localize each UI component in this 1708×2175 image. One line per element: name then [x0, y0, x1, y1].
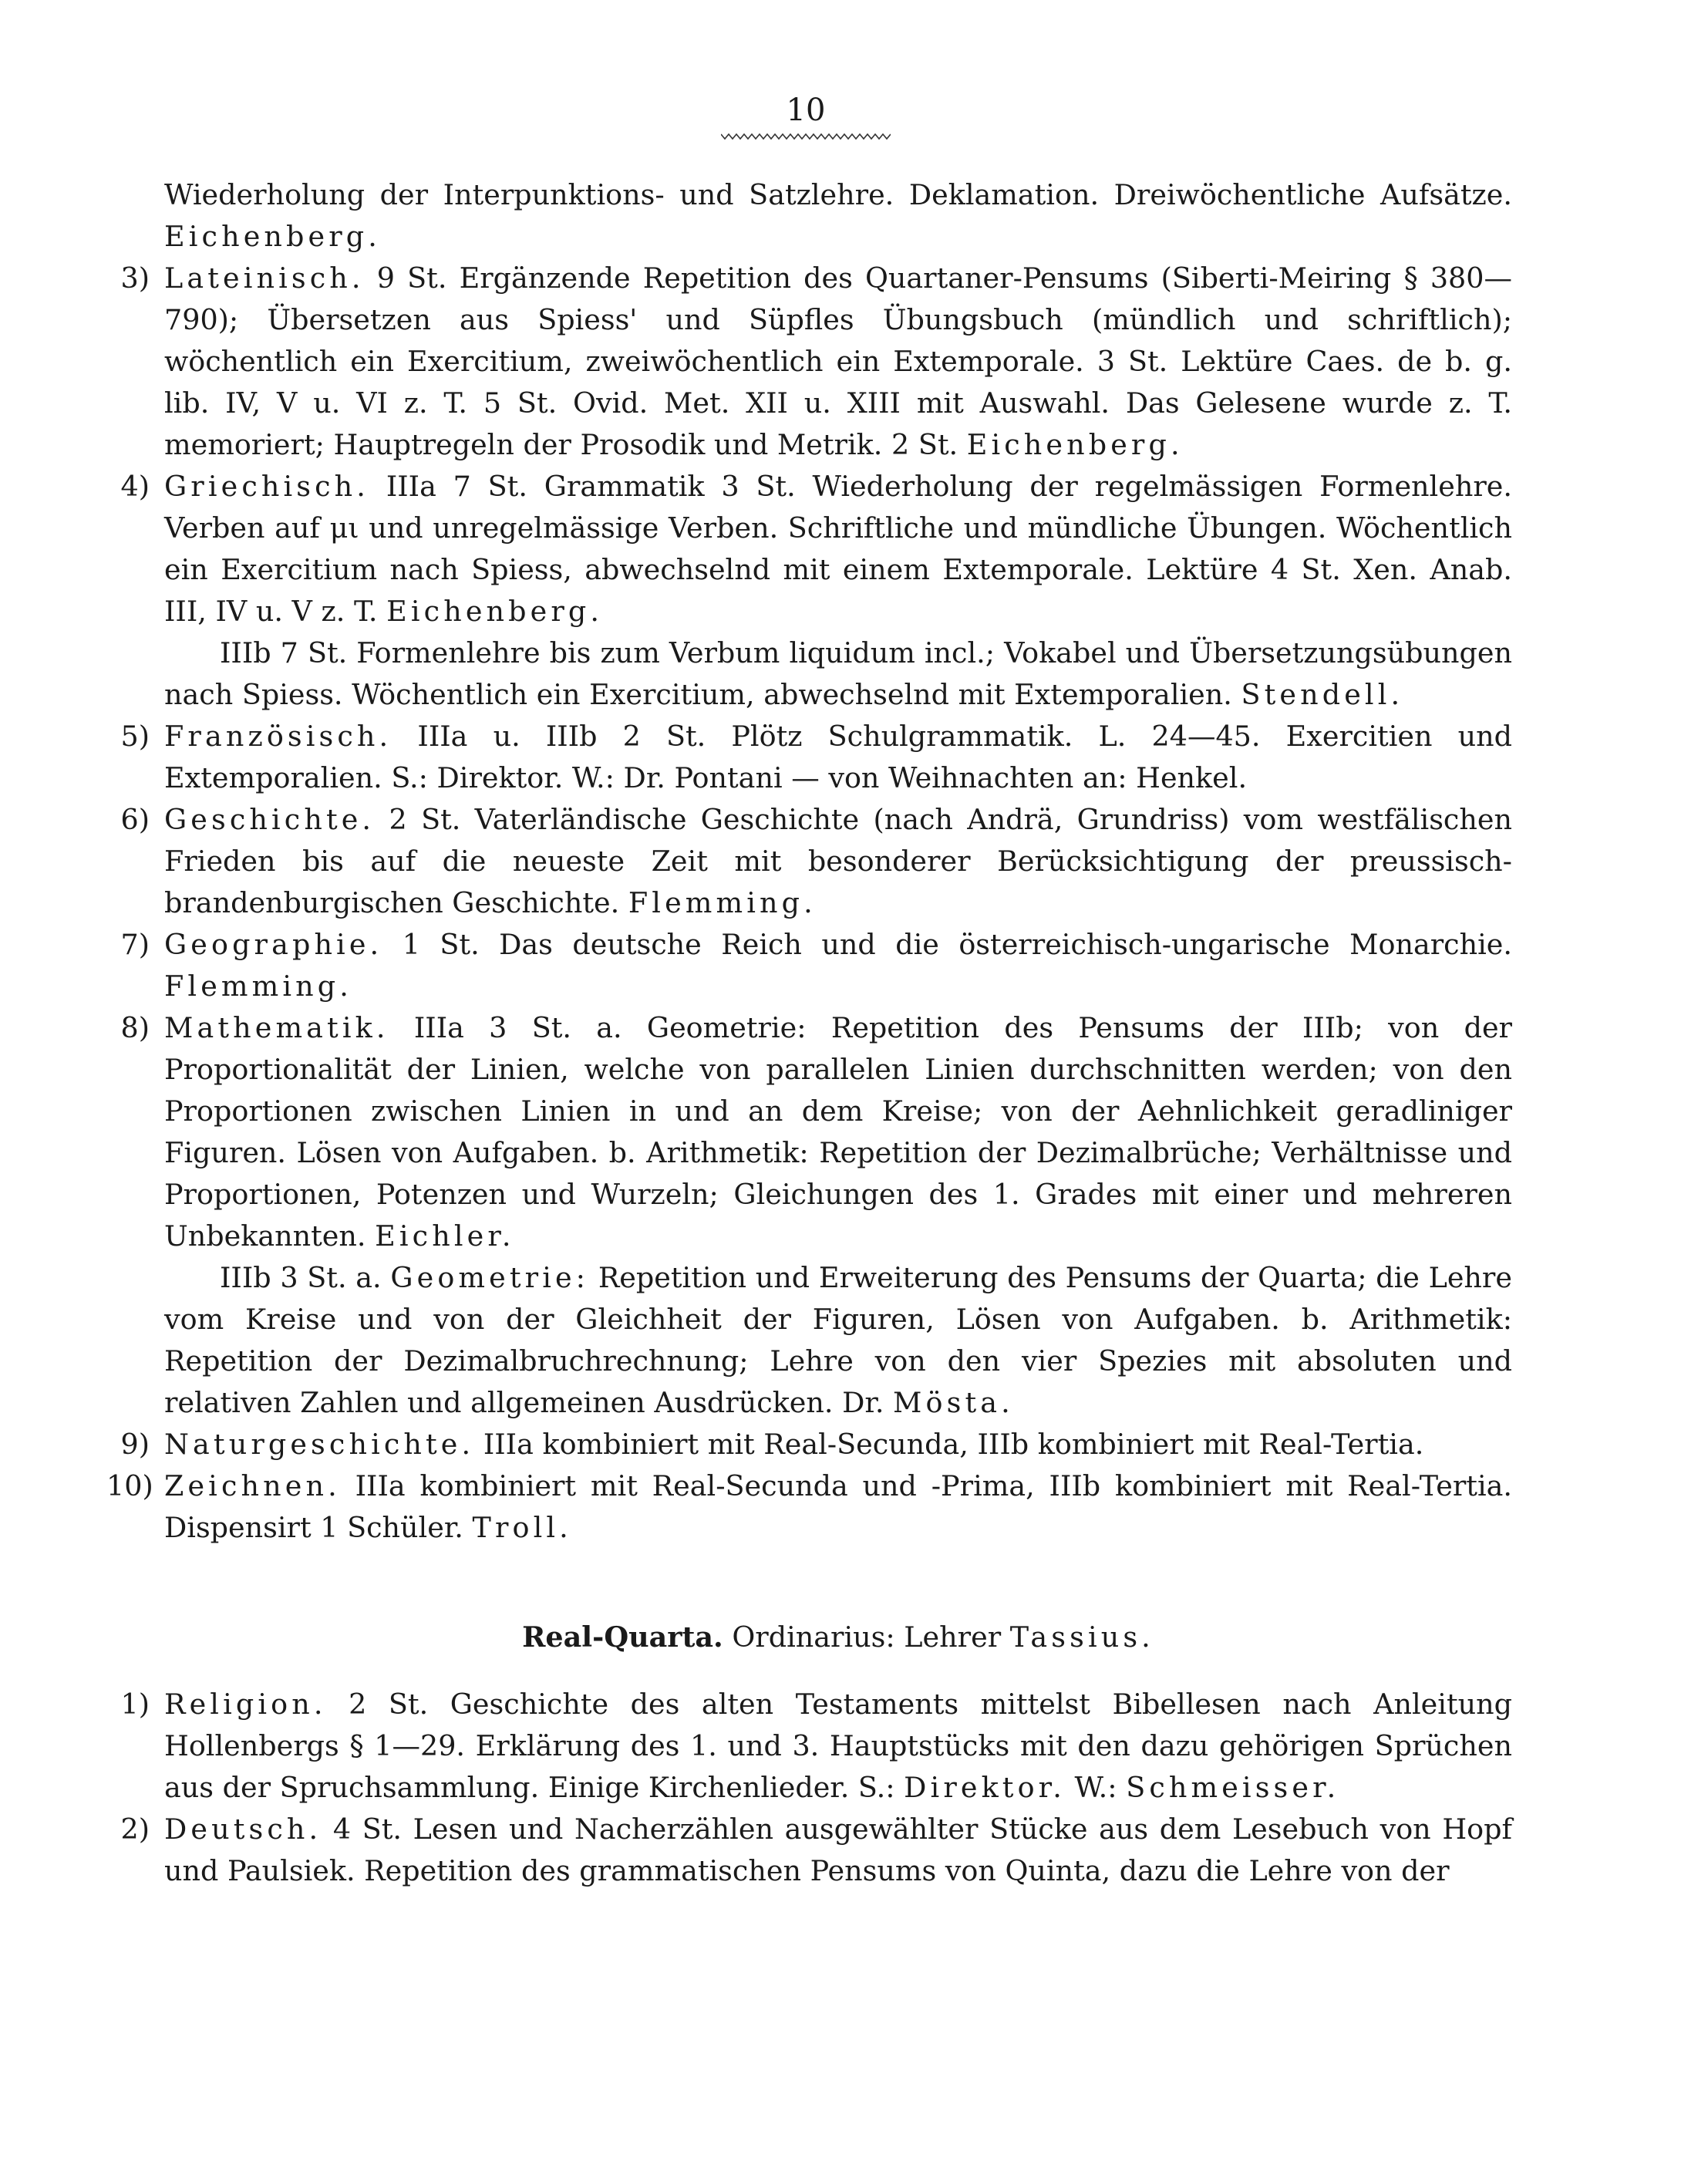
list-item-religion	[113, 1684, 1512, 1809]
item-text: IIIa kombiniert mit Real-Secunda, IIIb kombiniert mit Real-Tertia.	[483, 1428, 1424, 1461]
teacher-name: Eichenberg.	[164, 220, 381, 253]
item-text: 2 St. Geschichte des alten Testaments mittelst Bibellesen nach Anleitung Hollenbergs § 1—29. Erklärung des 1. und 3. Hauptstücks mit den dazu gehörigen Sprüchen aus der Spruchsammlung. Einige Kirchenlieder. S.:	[164, 1688, 1512, 1804]
item-number: 9)	[120, 1428, 150, 1461]
item-text: 9 St. Ergänzende Repetition des Quartaner-Pensums (Siberti-Meiring § 380—790); Übersetzen aus Spiess' und Süpfles Übungsbuch (mündlich und schriftlich); wöchentlich ein Exercitium, zweiwöchentlich ein Extemporale. 3 St. Lektüre Caes. de b. g. lib. IV, V u. VI z. T. 5 St. Ovid. Met. XII u. XIII mit Auswahl. Das Gelesene wurde z. T. memoriert; Hauptregeln der Prosodik und Metrik. 2 St.	[164, 261, 1513, 461]
list-item-zeichnen	[106, 1465, 1512, 1549]
page-number: 10	[786, 93, 826, 128]
subject-name: Zeichnen.	[164, 1469, 341, 1502]
item-text: 1 St. Das deutsche Reich und die österreichisch-ungarische Monarchie.	[402, 928, 1513, 961]
teacher-name: Direktor.	[904, 1771, 1066, 1804]
subject-subheading: Geometrie:	[390, 1261, 590, 1294]
teacher-name: Stendell.	[1241, 678, 1404, 711]
item-number: 4)	[120, 470, 150, 503]
item-number: 8)	[120, 1011, 150, 1044]
section-heading	[113, 1617, 1512, 1658]
item-text: IIIb 3 St. a.	[220, 1261, 382, 1294]
item-text: IIIb 7 St. Formenlehre bis zum Verbum liquidum incl.; Vokabel und Übersetzungsübungen nach Spiess. Wöchentlich ein Exercitium, abwechselnd mit Extemporalien.	[164, 636, 1512, 711]
subject-name: Naturgeschichte.	[164, 1428, 475, 1461]
list-item-naturgeschichte	[113, 1424, 1512, 1465]
list-item-deutsch	[113, 1809, 1512, 1892]
item-number: 1)	[120, 1688, 150, 1721]
item-text: Repetition und Erweiterung des Pensums der Quarta; die Lehre vom Kreise und von der Gleichheit der Figuren, Lösen von Aufgaben. b. Arithmetik: Repetition der Dezimalbruchrechnung; Lehre von den vier Spezies mit absoluten und relativen Zahlen und allgemeinen Ausdrücken. Dr.	[164, 1261, 1512, 1419]
list-item-franzoesisch	[113, 716, 1512, 799]
item-text: 4 St. Lesen und Nacherzählen ausgewählter Stücke aus dem Lesebuch von Hopf und Paulsiek. Repetition des grammatischen Pensums von Quinta, dazu die Lehre von der	[164, 1812, 1513, 1887]
w-label: W.:	[1074, 1771, 1117, 1804]
section-real-quarta	[113, 1684, 1512, 1892]
teacher-name: Flemming.	[628, 886, 817, 919]
teacher-name: Mösta.	[893, 1386, 1014, 1419]
list-item-geographie	[113, 924, 1512, 1007]
subject-name: Religion.	[164, 1688, 327, 1721]
teacher-name: Eichenberg.	[386, 595, 604, 628]
teacher-name: Eichler.	[375, 1219, 515, 1253]
subject-name: Lateinisch.	[164, 261, 365, 295]
list-item-lateinisch	[113, 258, 1512, 466]
list-item-geschichte	[113, 799, 1512, 924]
page-number-ornament	[721, 131, 891, 142]
item-number: 5)	[120, 720, 150, 753]
intro-paragraph	[113, 174, 1512, 258]
teacher-name: Eichenberg.	[966, 428, 1184, 461]
ordinarius-label: Ordinarius: Lehrer	[732, 1620, 1002, 1654]
section-title: Real-Quarta.	[522, 1620, 723, 1654]
sub-paragraph-mathematik-iiib	[113, 1257, 1512, 1424]
subject-name: Französisch.	[164, 720, 392, 753]
item-text: IIIa 3 St. a. Geometrie: Repetition des Pensums der IIIb; von der Proportionalität der Linien, welche von parallelen Linien durchschnitten werden; von den Proportionen zwischen Linien in und an dem Kreise; von der Aehnlichkeit geradliniger Figuren. Lösen von Aufgaben. b. Arithmetik: Repetition der Dezimalbrüche; Verhältnisse und Proportionen, Potenzen und Wurzeln; Gleichungen des 1. Grades mit einer und mehreren Unbekannten.	[164, 1011, 1512, 1253]
item-number: 3)	[120, 261, 150, 295]
item-number: 6)	[120, 803, 150, 836]
item-text: IIIa u. IIIb 2 St. Plötz Schulgrammatik. L. 24—45. Exercitien und Extemporalien. S.: Direktor. W.: Dr. Pontani — von Weihnachten an: Henkel.	[164, 720, 1512, 794]
item-text: IIIa 7 St. Grammatik 3 St. Wiederholung der regelmässigen Formenlehre. Verben auf μι und unregelmässige Verben. Schriftliche und mündliche Übungen. Wöchentlich ein Exercitium nach Spiess, abwechselnd mit einem Extemporale. Lektüre 4 St. Xen. Anab. III, IV u. V z. T.	[164, 470, 1512, 628]
subject-name: Geschichte.	[164, 803, 376, 836]
ordinarius-name: Tassius.	[1009, 1620, 1154, 1654]
list-item-griechisch	[113, 466, 1512, 632]
teacher-name: Troll.	[472, 1511, 572, 1544]
list-item-mathematik	[113, 1007, 1512, 1257]
section-real-tertia-continued	[106, 174, 1513, 1549]
item-text: IIIa kombiniert mit Real-Secunda und -Prima, IIIb kombiniert mit Real-Tertia. Dispensirt 1 Schüler.	[164, 1469, 1512, 1544]
teacher-name: Flemming.	[164, 969, 352, 1003]
item-text: 2 St. Vaterländische Geschichte (nach Andrä, Grundriss) vom westfälischen Frieden bis auf die neueste Zeit mit besonderer Berücksichtigung der preussisch-brandenburgischen Geschichte.	[164, 803, 1512, 919]
item-number: 7)	[120, 928, 150, 961]
item-number: 2)	[120, 1812, 150, 1846]
subject-name: Deutsch.	[164, 1812, 322, 1846]
subject-name: Griechisch.	[164, 470, 369, 503]
sub-paragraph-griechisch-iiib	[113, 632, 1512, 716]
teacher-name: Schmeisser.	[1126, 1771, 1340, 1804]
section-heading-block	[113, 1617, 1512, 1658]
subject-name: Mathematik.	[164, 1011, 389, 1044]
intro-line: Wiederholung der Interpunktions- und Satzlehre. Deklamation. Dreiwöchentliche Aufsätze.	[164, 178, 1512, 211]
item-number: 10)	[106, 1469, 153, 1502]
subject-name: Geographie.	[164, 928, 383, 961]
